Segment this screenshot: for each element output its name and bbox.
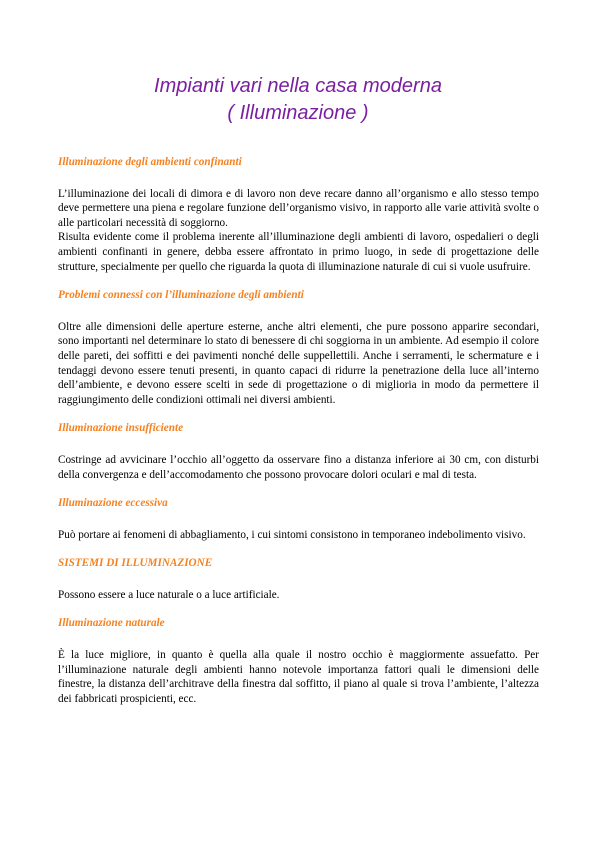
section-problemi-connessi: [58, 288, 539, 407]
section-illuminazione-eccessiva: [58, 496, 539, 542]
title-line-2: ( Illuminazione ): [227, 102, 369, 124]
paragraph: Oltre alle dimensioni delle aperture esterne, anche altri elementi, che pure possono apparire secondari, sono importanti nel determinare lo stato di benessere di chi soggiorna in un ambiente. Ad esempio il colore delle pareti, dei soffitti e dei pavimenti nonché delle suppellettili. Anche i serramenti, le schermature e i tendaggi devono essere tenuti presenti, in quanto capaci di ridurre la penetrazione della luce all’interno dell’ambiente, e devono essere scelti in sede di progettazione o di miglioria in modo da permettere il raggiungimento delle condizioni ottimali nei diversi ambienti.: [58, 320, 539, 406]
section-illuminazione-naturale: [58, 616, 539, 706]
section-illuminazione-insufficiente: [58, 421, 539, 482]
paragraph: Costringe ad avvicinare l’occhio all’oggetto da osservare fino a distanza inferiore ai 30 cm, con disturbi della convergenza e dell’accomodamento che possono provocare dolori oculari e mal di testa.: [58, 453, 539, 481]
paragraph: Può portare ai fenomeni di abbagliamento, i cui sintomi consistono in temporaneo indebolimento visivo.: [58, 528, 526, 541]
section-heading: Illuminazione eccessiva: [58, 497, 168, 510]
paragraph: Risulta evidente come il problema inerente all’illuminazione degli ambienti di lavoro, ospedalieri o degli ambienti confinanti in genere, debba essere affrontato in primo luogo, in sede di progettazione delle strutture, specialmente per quello che riguarda la quota di illuminazione naturale di cui si vuole usufruire.: [58, 231, 539, 273]
section-heading: Problemi connessi con l’illuminazione degli ambienti: [58, 289, 304, 302]
section-heading: SISTEMI DI ILLUMINAZIONE: [58, 557, 213, 570]
section-sistemi-illuminazione: [58, 556, 539, 602]
section-heading: Illuminazione degli ambienti confinanti: [58, 156, 242, 168]
title-line-1: Impianti vari nella casa moderna: [154, 75, 442, 97]
document-title: [0, 73, 596, 127]
section-heading: Illuminazione naturale: [58, 617, 165, 630]
section-heading: Illuminazione insufficiente: [58, 422, 184, 435]
section-illuminazione-ambienti: [58, 155, 539, 274]
paragraph: L’illuminazione dei locali di dimora e di lavoro non deve recare danno all’organismo e allo stesso tempo deve permettere una piena e regolare funzione dell’organismo visivo, in rapporto alle varie attività svolte o alle particolari necessità di soggiorno.: [58, 187, 539, 229]
paragraph: Possono essere a luce naturale o a luce artificiale.: [58, 588, 280, 601]
document-body: [58, 155, 539, 706]
paragraph: È la luce migliore, in quanto è quella alla quale il nostro occhio è maggiormente assuefatto. Per l’illuminazione naturale degli ambienti hanno notevole importanza fattori quali le dimensioni delle finestre, la distanza dell’architrave della finestra dal soffitto, il piano al quale si trova l’ambiente, l’altezza dei fabbricati prospicienti, ecc.: [58, 649, 539, 705]
